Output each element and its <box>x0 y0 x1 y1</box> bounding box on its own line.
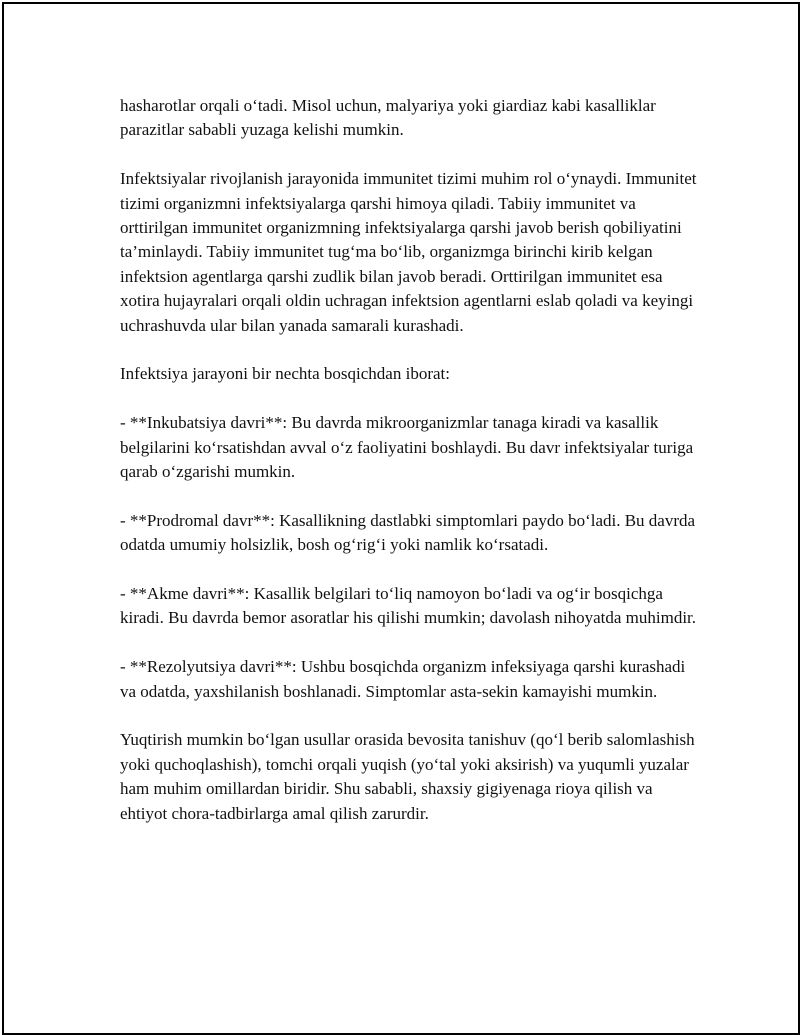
paragraph-stages-intro: Infektsiya jarayoni bir nechta bosqichdan iborat: <box>120 364 450 384</box>
paragraph-transmission: Yuqtirish mumkin bo‘lgan usullar orasida bevosita tanishuv (qo‘l berib salomlashish yoki quchoqlashish), tomchi orqali yuqish (yo‘tal yoki aksirish) va yuqumli yuzalar ham muhim omillardan biridir. Shu sababli, shaxsiy gigiyenaga rioya qilish va ehtiyot chora-tadbirlarga amal qilish zarurdir. <box>120 730 695 823</box>
paragraph-immune-system: Infektsiyalar rivojlanish jarayonida immunitet tizimi muhim rol o‘ynaydi. Immunitet tizimi organizmni infektsiyalarga qarshi himoya qiladi. Tabiiy immunitet va orttirilgan immunitet organizmning infektsiyalarga qarshi javob berish qobiliyatini ta’minlaydi. Tabiiy immunitet tug‘ma bo‘lib, organizmga birinchi kirib kelgan infektsion agentlarga qarshi zudlik bilan javob beradi. Orttirilgan immunitet esa xotira hujayralari orqali oldin uchragan infektsion agentlarni eslab qoladi va keyingi uchrashuvda ular bilan yanada samarali kurashadi. <box>120 169 697 335</box>
document-page <box>2 2 800 1035</box>
list-item-resolution: - **Rezolyutsiya davri**: Ushbu bosqichda organizm infeksiyaga qarshi kurashadi va odatda, yaxshilanish boshlanadi. Simptomlar asta-sekin kamayishi mumkin. <box>120 657 686 701</box>
list-item-prodromal: - **Prodromal davr**: Kasallikning dastlabki simptomlari paydo bo‘ladi. Bu davrda odatda umumiy holsizlik, bosh og‘rig‘i yoki namlik ko‘rsatadi. <box>120 510 696 555</box>
list-item-acme: - **Akme davri**: Kasallik belgilari to‘liq namoyon bo‘ladi va og‘ir bosqichga kiradi. Bu davrda bemor asoratlar his qilishi mumkin; davolash nihoyatda muhimdir. <box>120 584 697 628</box>
paragraph-parasites: hasharotlar orqali o‘tadi. Misol uchun, malyariya yoki giardiaz kabi kasalliklar parazitlar sababli yuzaga kelishi mumkin. <box>120 96 656 140</box>
list-item-incubation: - **Inkubatsiya davri**: Bu davrda mikroorganizmlar tanaga kiradi va kasallik belgilarini ko‘rsatishdan avval o‘z faoliyatini boshlaydi. Bu davr infektsiyalar turiga qarab o‘zgarishi mumkin. <box>120 413 694 482</box>
document-body <box>120 94 700 826</box>
